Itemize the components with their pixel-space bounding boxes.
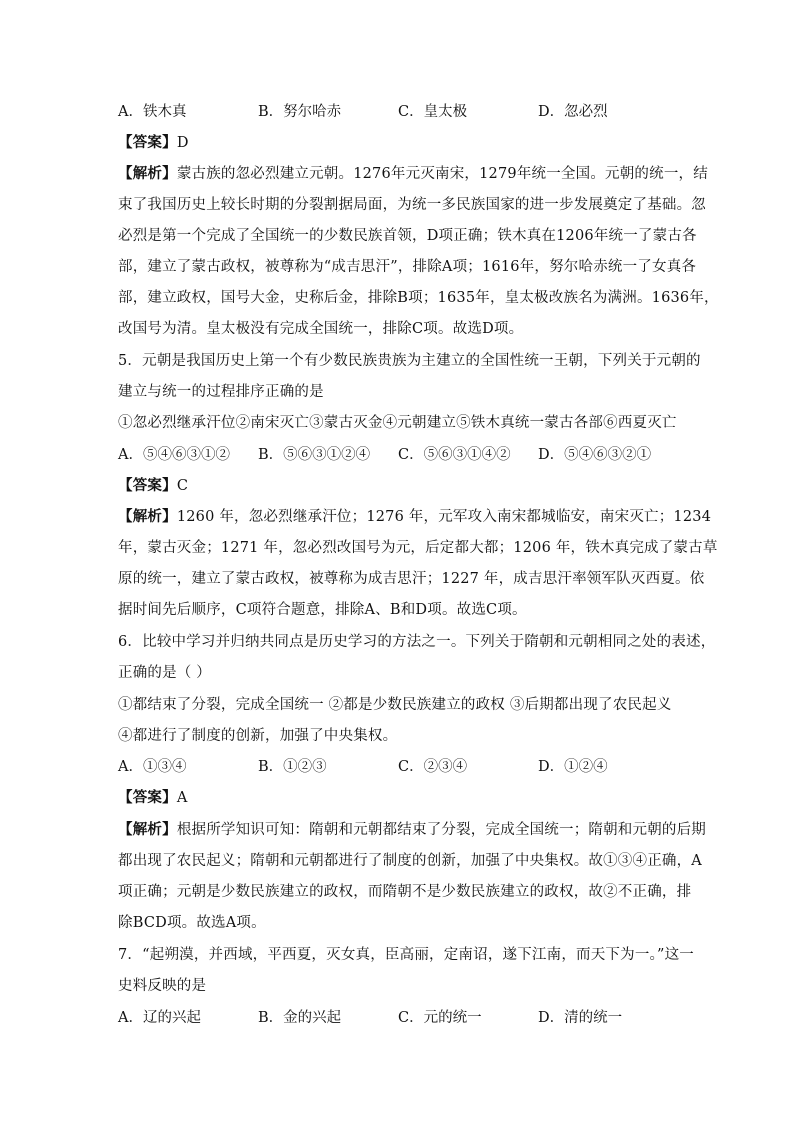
q5-analysis-line-2: 年，蒙古灭金；1271 年，忽必烈改国号为元，后定都大都；1206 年，铁木真完成了蒙古草 [118, 540, 718, 556]
q6-stem-line-2: 正确的是（ ） [118, 665, 212, 681]
q6-option-a: A．①③④ [118, 759, 187, 775]
analysis-tag: 【解析】 [118, 821, 177, 838]
q6-analysis-line-1 [118, 820, 706, 840]
q5-option-a: A．⑤④⑥③①② [118, 447, 230, 463]
q5-analysis-line-4: 据时间先后顺序，C项符合题意，排除A、B和D项。故选C项。 [118, 602, 527, 618]
q6-option-c: C．②③④ [398, 759, 468, 775]
q4-answer [118, 133, 189, 153]
q4-analysis-line-4: 部，建立了蒙古政权，被尊称为“成吉思汗”，排除A项；1616年，努尔哈赤统一了女真各 [118, 259, 697, 275]
q7-stem-line-1: 7．“起朔漠，并西域，平西夏，灭女真，臣高丽，定南诏，遂下江南，而天下为一。”这一 [118, 947, 694, 963]
q5-answer [118, 476, 188, 496]
q5-option-d: D．⑤④⑥③②① [538, 447, 652, 463]
q7-option-b: B．金的兴起 [258, 1010, 342, 1026]
analysis-tag: 【解析】 [118, 508, 177, 525]
answer-value: C [176, 478, 189, 494]
q6-stem-line-1: 6．比较中学习并归纳共同点是历史学习的方法之一。下列关于隋朝和元朝相同之处的表述， [118, 634, 716, 650]
q5-option-c: C．⑤⑥③①④② [398, 447, 511, 463]
q5-events: ①忽必烈继承汗位②南宋灭亡③蒙古灭金④元朝建立⑤铁木真统一蒙古各部⑥西夏灭亡 [118, 415, 677, 431]
q4-analysis-line-6: 改国号为清。皇太极没有完成全国统一，排除C项。故选D项。 [118, 321, 524, 337]
analysis-text: 蒙古族的忽必烈建立元朝。1276年元灭南宋，1279年统一全国。元朝的统一，结 [176, 166, 708, 182]
answer-tag: 【答案】 [118, 789, 177, 806]
q4-analysis-line-3: 必烈是第一个完成了全国统一的少数民族首领，D项正确；铁木真在1206年统一了蒙古各 [118, 228, 697, 244]
q4-option-d: D．忽必烈 [538, 104, 608, 120]
q4-analysis-line-1 [118, 164, 708, 184]
q6-answer [118, 788, 187, 808]
analysis-text: 1260 年，忽必烈继承汗位；1276 年，元军攻入南宋都城临安，南宋灭亡；1234 [176, 509, 712, 525]
analysis-text: 根据所学知识可知：隋朝和元朝都结束了分裂，完成全国统一；隋朝和元朝的后期 [176, 822, 707, 838]
q5-option-b: B．⑤⑥③①②④ [258, 447, 371, 463]
q4-option-c: C．皇太极 [398, 104, 468, 120]
q4-analysis-line-5: 部，建立政权，国号大金，史称后金，排除B项；1635年，皇太极改族名为满洲。1636年， [118, 290, 719, 306]
q7-option-c: C．元的统一 [398, 1010, 482, 1026]
q5-stem-line-2: 建立与统一的过程排序正确的是 [118, 384, 324, 400]
q6-analysis-line-2: 都出现了农民起义；隋朝和元朝都进行了制度的创新，加强了中央集权。故①③④正确，A [118, 853, 702, 869]
q5-stem-line-1: 5．元朝是我国历史上第一个有少数民族贵族为主建立的全国性统一王朝，下列关于元朝的 [118, 353, 701, 369]
q7-option-a: A．辽的兴起 [118, 1010, 201, 1026]
analysis-tag: 【解析】 [118, 165, 177, 182]
q6-option-d: D．①②④ [538, 759, 608, 775]
q6-statements-line-1: ①都结束了分裂，完成全国统一 ②都是少数民族建立的政权 ③后期都出现了农民起义 [118, 697, 672, 713]
q4-analysis-line-2: 束了我国历史上较长时期的分裂割据局面，为统一多民族国家的进一步发展奠定了基础。忽 [118, 197, 706, 213]
q4-option-b: B．努尔哈赤 [258, 104, 342, 120]
q4-option-a: A．铁木真 [118, 104, 187, 120]
q7-option-d: D．清的统一 [538, 1010, 623, 1026]
q6-analysis-line-3: 项正确；元朝是少数民族建立的政权，而隋朝不是少数民族建立的政权，故②不正确，排 [118, 884, 692, 900]
q5-analysis-line-1 [118, 507, 711, 527]
q7-stem-line-2: 史料反映的是 [118, 978, 207, 994]
answer-tag: 【答案】 [118, 134, 177, 151]
answer-value: A [176, 790, 188, 806]
q6-analysis-line-4: 除BCD项。故选A项。 [118, 915, 266, 931]
q6-statements-line-2: ④都进行了制度的创新，加强了中央集权。 [118, 728, 398, 744]
answer-tag: 【答案】 [118, 477, 177, 494]
q5-analysis-line-3: 原的统一，建立了蒙古政权，被尊称为成吉思汗；1227 年，成吉思汗率领军队灭西夏。依 [118, 571, 705, 587]
q6-option-b: B．①②③ [258, 759, 327, 775]
answer-value: D [176, 135, 189, 151]
